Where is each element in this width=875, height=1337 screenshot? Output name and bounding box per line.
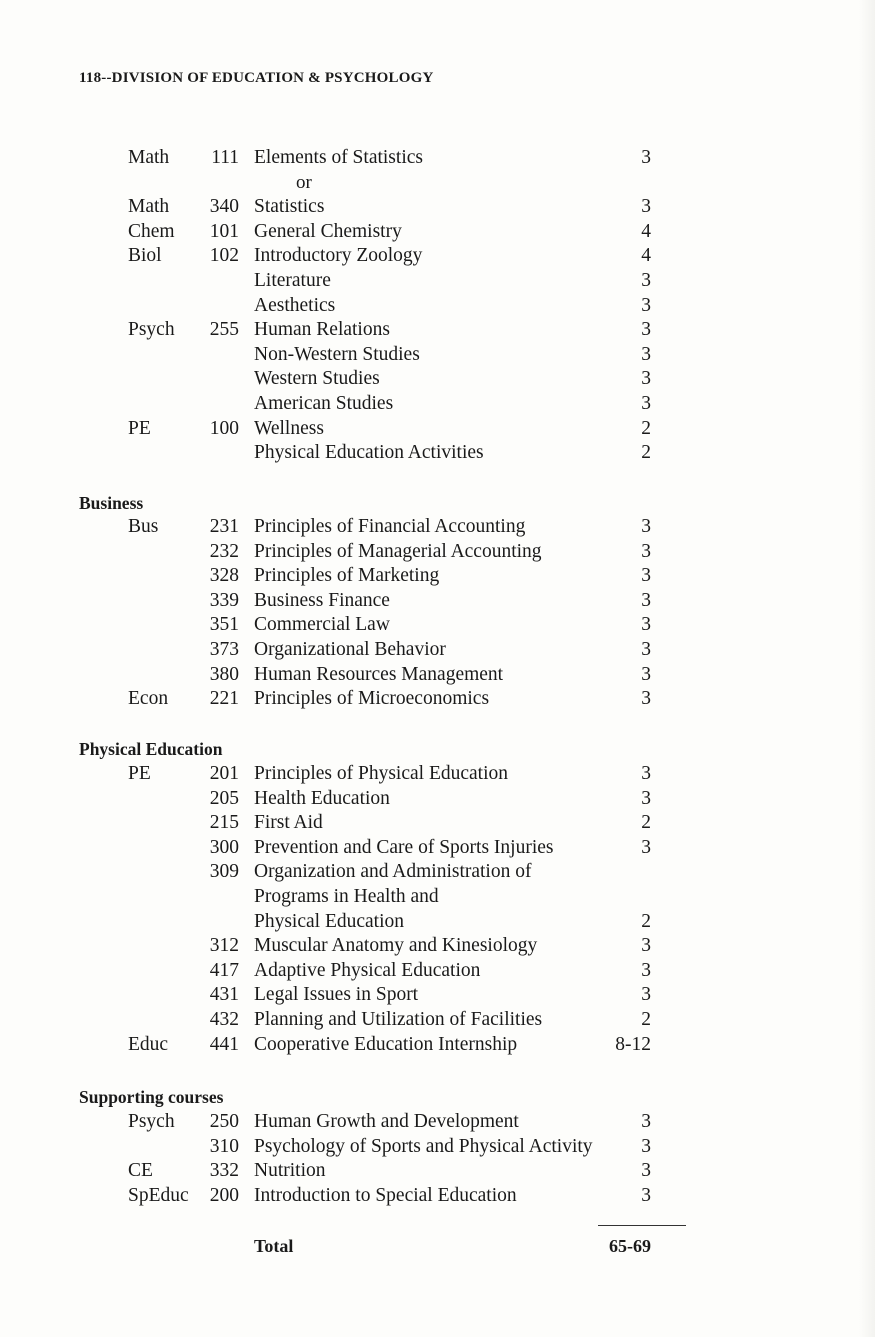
course-title: Psychology of Sports and Physical Activity (254, 1135, 593, 1157)
course-title: Principles of Physical Education (254, 763, 508, 784)
course-title: Introductory Zoology (254, 245, 423, 267)
total-value: 65-69 (609, 1236, 651, 1256)
course-row (0, 589, 875, 613)
course-credits: 3 (641, 147, 651, 168)
course-title: Principles of Marketing (254, 565, 440, 587)
course-credits: 3 (641, 1184, 651, 1206)
course-title: American Studies (254, 393, 394, 414)
course-row (0, 195, 875, 219)
course-number: 111 (211, 147, 239, 168)
course-row (0, 885, 875, 909)
total-label: Total (254, 1236, 294, 1256)
course-row (0, 1008, 875, 1032)
course-subject: Psych (128, 319, 175, 341)
course-credits: 3 (641, 565, 651, 587)
course-row (0, 515, 875, 539)
course-credits: 3 (641, 393, 651, 414)
course-credits: 3 (641, 270, 651, 291)
course-row (0, 959, 875, 983)
course-credits: 2 (641, 1009, 651, 1030)
course-credits: 3 (641, 540, 651, 562)
course-row (0, 787, 875, 811)
course-title: Commercial Law (254, 614, 390, 636)
course-title: General Chemistry (254, 220, 402, 242)
course-subject: Math (128, 147, 170, 168)
course-title: Literature (254, 270, 331, 291)
course-row (0, 1135, 875, 1159)
course-number: 300 (209, 836, 239, 858)
course-number: 101 (209, 220, 239, 242)
course-number: 232 (209, 540, 239, 562)
page-edge-shade (859, 0, 875, 1337)
section-title-physical-education: Physical Education (79, 739, 223, 759)
course-subject: PE (128, 417, 151, 439)
course-credits: 3 (641, 836, 651, 858)
course-row (0, 1033, 875, 1057)
course-title: Elements of Statistics (254, 147, 423, 168)
course-credits: 4 (641, 245, 651, 267)
page-header: 118--DIVISION OF EDUCATION & PSYCHOLOGY (79, 70, 434, 86)
course-title: Prevention and Care of Sports Injuries (254, 836, 554, 858)
course-number: 221 (209, 688, 239, 710)
course-subject: Psych (128, 1111, 175, 1132)
course-title: Planning and Utilization of Facilities (254, 1009, 543, 1030)
course-row (0, 1184, 875, 1208)
course-title: Nutrition (254, 1160, 326, 1182)
course-subject: Chem (128, 220, 175, 242)
course-number: 250 (209, 1111, 239, 1132)
course-number: 102 (209, 245, 239, 267)
course-title: Principles of Microeconomics (254, 688, 490, 710)
course-credits: 2 (641, 417, 651, 439)
course-row (0, 934, 875, 958)
course-number: 255 (209, 319, 239, 341)
course-title: Organizational Behavior (254, 639, 446, 660)
course-row (0, 318, 875, 342)
course-title: Health Education (254, 787, 390, 809)
course-subject: PE (128, 763, 151, 784)
course-row (0, 392, 875, 416)
course-row (0, 564, 875, 588)
course-row (0, 294, 875, 318)
course-credits: 3 (641, 787, 651, 809)
course-credits: 3 (641, 959, 651, 981)
course-credits: 3 (641, 196, 651, 218)
course-credits: 3 (641, 368, 651, 390)
total-rule (598, 1225, 686, 1226)
course-number: 231 (209, 516, 239, 537)
course-number: 310 (209, 1135, 239, 1157)
course-row (0, 540, 875, 564)
course-row (0, 441, 875, 465)
course-number: 312 (209, 935, 239, 957)
course-credits: 3 (641, 688, 651, 710)
course-row (0, 146, 875, 170)
course-row (0, 910, 875, 934)
course-title: Legal Issues in Sport (254, 984, 419, 1006)
course-row (0, 1110, 875, 1134)
course-title: Cooperative Education Internship (254, 1033, 518, 1055)
course-title: Principles of Managerial Accounting (254, 540, 542, 562)
course-subject: Bus (128, 516, 159, 537)
course-number: 340 (209, 196, 239, 218)
course-number: 441 (209, 1033, 239, 1055)
course-number: 431 (209, 984, 239, 1006)
course-subject: Educ (128, 1033, 169, 1055)
course-row (0, 343, 875, 367)
course-number: 373 (209, 639, 239, 660)
course-title: Business Finance (254, 589, 390, 611)
course-credits: 3 (641, 614, 651, 636)
course-row (0, 687, 875, 711)
course-row (0, 663, 875, 687)
course-subject: CE (128, 1160, 153, 1182)
course-number: 351 (209, 614, 239, 636)
course-credits: 8-12 (615, 1033, 651, 1055)
course-credits: 3 (641, 663, 651, 685)
course-credits: 3 (641, 1160, 651, 1182)
course-credits: 3 (641, 1111, 651, 1132)
course-number: 100 (209, 417, 239, 439)
course-credits: 3 (641, 763, 651, 784)
course-title: Principles of Financial Accounting (254, 516, 526, 537)
course-row (0, 417, 875, 441)
course-credits: 3 (641, 639, 651, 660)
section-title-business: Business (79, 493, 144, 513)
course-subject: Biol (128, 245, 162, 267)
course-credits: 3 (641, 516, 651, 537)
course-title: Programs in Health and (254, 886, 439, 907)
course-title: Adaptive Physical Education (254, 959, 481, 981)
course-row (0, 220, 875, 244)
course-title: Aesthetics (254, 294, 336, 316)
course-title: Human Relations (254, 319, 390, 341)
course-number: 328 (209, 565, 239, 587)
course-subject: Econ (128, 688, 169, 710)
section-title-supporting-courses: Supporting courses (79, 1087, 224, 1107)
course-row (0, 613, 875, 637)
course-credits: 3 (641, 935, 651, 957)
course-credits: 2 (641, 812, 651, 834)
course-credits: 4 (641, 220, 651, 242)
course-title: Western Studies (254, 368, 380, 390)
course-credits: 3 (641, 1135, 651, 1157)
course-credits: 3 (641, 294, 651, 316)
course-number: 205 (209, 787, 239, 809)
course-title: First Aid (254, 812, 323, 834)
course-row (0, 244, 875, 268)
course-number: 432 (209, 1009, 239, 1030)
course-row (0, 269, 875, 293)
course-title: Non-Western Studies (254, 343, 420, 365)
course-row (0, 860, 875, 884)
course-number: 332 (209, 1160, 239, 1182)
course-number: 309 (209, 861, 239, 883)
course-title: Human Growth and Development (254, 1111, 519, 1132)
course-row (0, 762, 875, 786)
course-number: 380 (209, 663, 239, 685)
course-title: Human Resources Management (254, 663, 504, 685)
course-number: 417 (209, 959, 239, 981)
course-credits: 3 (641, 343, 651, 365)
course-title: Statistics (254, 196, 325, 218)
course-row (0, 983, 875, 1007)
course-credits: 3 (641, 319, 651, 341)
course-credits: 2 (641, 442, 651, 464)
course-title: Physical Education Activities (254, 442, 484, 464)
course-row (0, 638, 875, 662)
course-row (0, 1159, 875, 1183)
course-credits: 2 (641, 910, 651, 932)
course-title: Introduction to Special Education (254, 1184, 517, 1206)
course-number: 339 (209, 589, 239, 611)
course-subject: Math (128, 196, 170, 218)
course-title: Organization and Administration of (254, 861, 532, 883)
course-title: Wellness (254, 417, 324, 439)
course-number: 201 (209, 763, 239, 784)
course-number: 200 (209, 1184, 239, 1206)
course-row (0, 171, 875, 195)
course-subject: SpEduc (128, 1184, 189, 1206)
course-credits: 3 (641, 984, 651, 1006)
course-row (0, 836, 875, 860)
course-row (0, 367, 875, 391)
course-number: 215 (209, 812, 239, 834)
or-separator: or (296, 171, 312, 193)
course-credits: 3 (641, 589, 651, 611)
course-title: Muscular Anatomy and Kinesiology (254, 935, 538, 957)
course-title: Physical Education (254, 910, 405, 932)
course-row (0, 811, 875, 835)
